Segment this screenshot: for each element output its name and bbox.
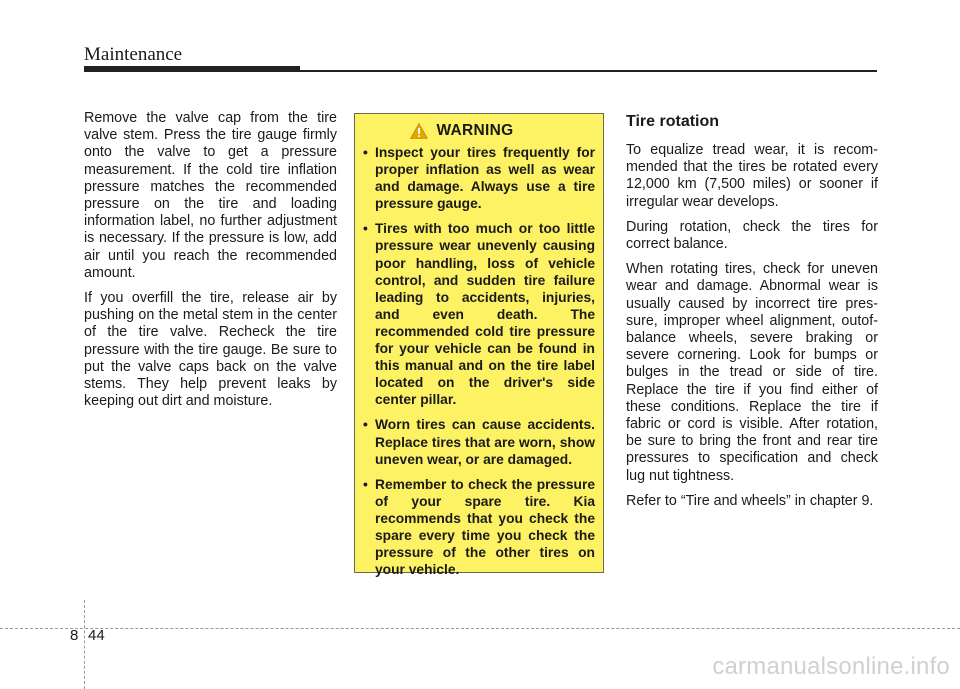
chapter-number: 8: [70, 627, 79, 644]
warning-title: WARNING: [436, 122, 514, 139]
page-header-title: Maintenance: [84, 44, 183, 65]
warning-item: • Worn tires can cause accidents. Replace tires that are worn, show uneven wear, or are damaged.: [363, 416, 595, 467]
right-paragraph: Refer to “Tire and wheels” in chapter 9.: [626, 492, 874, 509]
watermark-text: carmanualsonline.info: [712, 653, 950, 680]
footer-rule: [0, 628, 960, 629]
section-heading: Tire rotation: [626, 113, 720, 130]
right-paragraph: To equalize tread wear, it is recommended that the tires be rotated every 12,000 km (7,500 miles) or sooner if irregular wear develops.: [626, 142, 878, 210]
warning-triangle-icon: [410, 123, 428, 139]
warning-item: • Inspect your tires frequently for proper inflation as well as wear and damage. Always use a tire pressure gauge.: [363, 144, 595, 212]
left-paragraph: Remove the valve cap from the tire valve stem. Press the tire gauge firmly onto the valve to get a pressure measurement. If the cold tire inflation pressure matches the recommended pressure on the tire and loading information label, no further adjustment is necessary. If the pressure is low, add air until you reach the recommended amount.: [84, 110, 337, 281]
warning-item: • Remember to check the pressure of your spare tire. Kia recommends that you check the spare every time you check the pressure of the other tires on your vehicle.: [363, 476, 595, 579]
header-rule-thick: [84, 66, 300, 72]
right-paragraph: During rotation, check the tires for correct balance.: [626, 218, 878, 253]
right-paragraph: When rotating tires, check for uneven wear and damage. Abnormal wear is usually caused by incorrect tire pressure, improper wheel alignment, outof-balance wheels, severe braking or severe cornering. Look for bumps or bulges in the tread or side of tire. Replace the tire if you find either of these conditions. Replace the tire if fabric or cord is visible. After rotation, be sure to bring the front and rear tire pressures to specification and check lug nut tightness.: [626, 261, 878, 484]
left-column: [84, 110, 337, 418]
footer-divider: [84, 600, 85, 689]
right-column: [626, 110, 878, 518]
left-paragraph: If you overfill the tire, release air by pushing on the metal stem in the center of the tire valve. Recheck the tire pressure with the tire gauge. Be sure to put the valve caps back on the valve stems. They help prevent leaks by keeping out dirt and moisture.: [84, 290, 337, 410]
warning-header: [329, 122, 595, 140]
warning-box: [354, 113, 604, 578]
page-number: 44: [88, 627, 105, 644]
warning-item: • Tires with too much or too little pressure wear unevenly causing poor handling, loss of vehicle control, and sudden tire failure leading to accidents, injuries, and even death. The recommended cold tire pressure for your vehicle can be found in this manual and on the tire label located on the driver's side center pillar.: [363, 220, 595, 408]
header-rule-thin: [300, 70, 877, 72]
warning-list: [363, 144, 595, 578]
